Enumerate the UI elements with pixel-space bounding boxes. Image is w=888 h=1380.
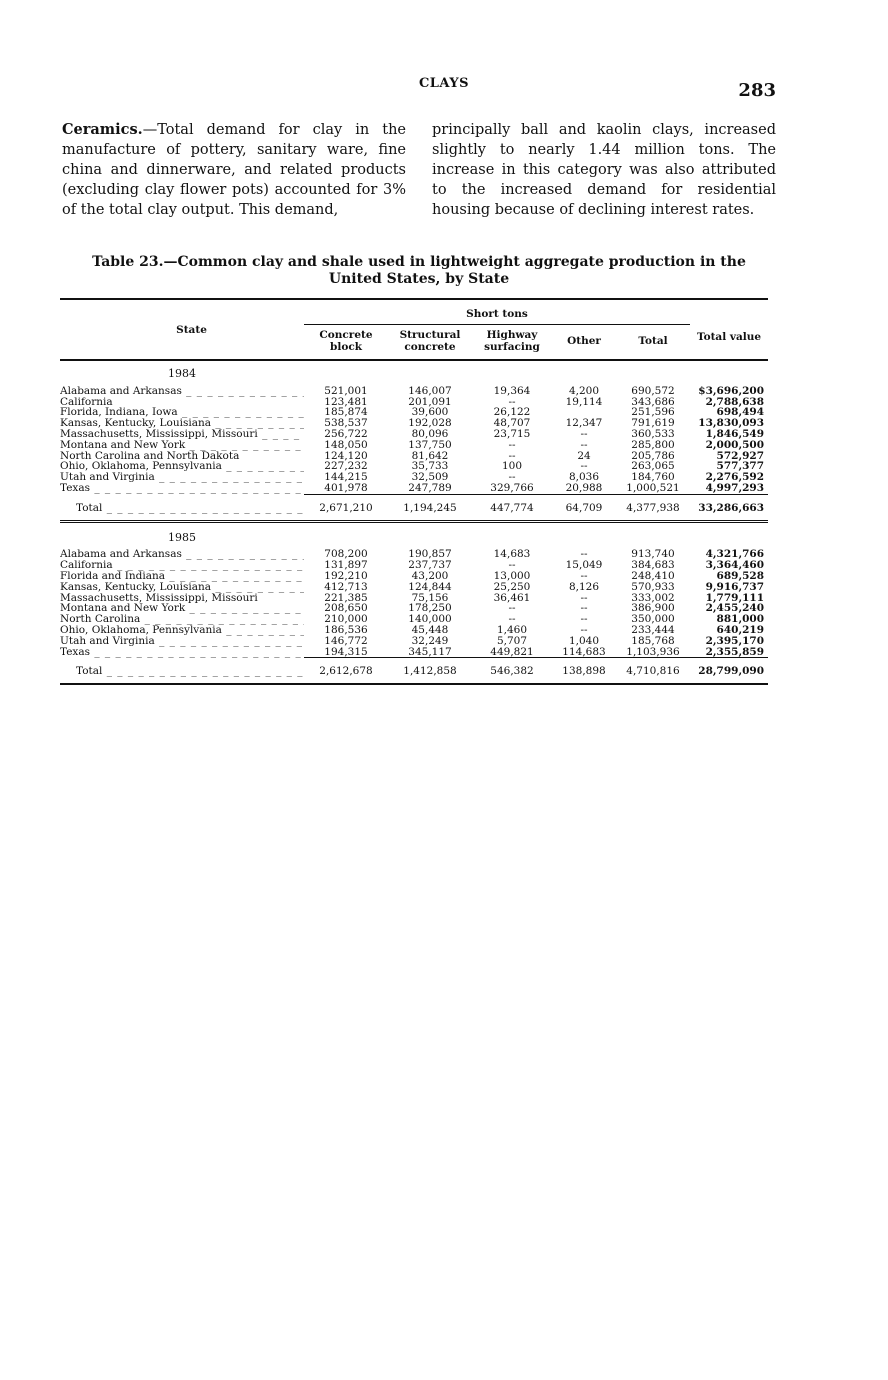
state-name: Massachusetts, Mississippi, Missouri _ _ _ <box>60 429 304 440</box>
cell-highway-surfacing: 100 <box>501 460 523 473</box>
cell-other: 8,036 <box>568 471 600 484</box>
cell-total-value: 2,788,638 <box>705 395 765 408</box>
total-label: Total _ _ _ <box>76 665 304 677</box>
table-row <box>60 386 768 397</box>
cell-other: -- <box>580 438 588 451</box>
cell-total-value: 689,528 <box>716 569 765 582</box>
state-cell <box>60 418 304 429</box>
state-name: Florida and Indiana _ _ _ <box>60 571 304 582</box>
section-rule <box>60 684 768 687</box>
cell-structural-concrete: 32,509 <box>411 471 449 484</box>
total-row <box>60 494 768 521</box>
state-name: Montana and New York _ _ _ <box>60 603 304 614</box>
section-lead: Ceramics. <box>62 121 143 138</box>
cell-other: 8,126 <box>568 580 600 593</box>
cell-highway-surfacing: -- <box>508 559 516 572</box>
cell-concrete-block: 144,215 <box>324 471 368 484</box>
cell-total-value: 2,355,859 <box>705 645 765 658</box>
cell-highway-surfacing: -- <box>508 449 516 462</box>
cell-total: 384,683 <box>631 559 675 572</box>
caption-line-1: Table 23.—Common clay and shale used in lightweight aggregate production in the <box>92 254 746 270</box>
cell-structural-concrete: 178,250 <box>408 602 452 615</box>
empty-cell <box>552 525 616 550</box>
state-cell <box>60 636 304 647</box>
empty-cell <box>616 525 690 550</box>
cell-total: 350,000 <box>631 613 675 626</box>
cell-total-value: 9,916,737 <box>705 580 765 593</box>
rule-cell <box>60 684 304 687</box>
cell-structural-concrete: 32,249 <box>411 634 449 647</box>
page-number: 283 <box>738 80 776 101</box>
table-row <box>60 483 768 494</box>
data-table <box>60 298 768 687</box>
state-name: Texas _ _ _ <box>60 483 304 494</box>
cell-structural-concrete: 247,789 <box>408 481 452 494</box>
state-cell <box>60 647 304 658</box>
cell-total-value: 640,219 <box>716 623 765 636</box>
cell-concrete-block: 221,385 <box>324 591 368 604</box>
cell-concrete-block: 208,650 <box>324 602 368 615</box>
state-name: Alabama and Arkansas _ _ _ <box>60 386 304 397</box>
cell-structural-concrete: 35,733 <box>411 460 449 473</box>
state-cell <box>60 472 304 483</box>
total-other: 64,709 <box>552 494 616 521</box>
table-caption <box>62 254 776 288</box>
cell-total-value: 577,377 <box>716 460 765 473</box>
col-header-highway-surfacing: Highway surfacing <box>472 325 552 361</box>
cell-total: 1,000,521 <box>626 481 680 494</box>
rule-cell <box>304 684 388 687</box>
paragraph-part-1: —Total demand for clay in the manufacture of pottery, sanitary ware, fine china and dinnerware, and related products (excluding clay flower pots) accounted for 3% of the total clay output. This demand, <box>62 122 406 218</box>
cell-total-value: 881,000 <box>716 613 765 626</box>
state-cell <box>60 571 304 582</box>
cell-highway-surfacing: -- <box>508 471 516 484</box>
cell-total: 263,065 <box>631 460 675 473</box>
total-label: Total _ _ _ <box>76 502 304 514</box>
cell-concrete-block: 192,210 <box>324 569 368 582</box>
state-name: Kansas, Kentucky, Louisiana _ _ _ <box>60 418 304 429</box>
cell-total-value: 4,997,293 <box>705 481 765 494</box>
state-name: Texas _ _ _ <box>60 647 304 658</box>
cell-other: 12,347 <box>565 417 603 430</box>
cell-other: -- <box>580 569 588 582</box>
total-label-cell <box>60 658 304 684</box>
cell-total: 248,410 <box>631 569 675 582</box>
cell-concrete-block: 148,050 <box>324 438 368 451</box>
state-name: Florida, Indiana, Iowa _ _ _ <box>60 407 304 418</box>
year-label: 1985 <box>168 530 196 544</box>
cell-total: 184,760 <box>631 471 675 484</box>
total-row <box>60 658 768 684</box>
table-row <box>60 647 768 658</box>
cell-structural-concrete: 137,750 <box>408 438 452 451</box>
state-cell <box>60 593 304 604</box>
state-cell <box>60 603 304 614</box>
col-header-concrete-block: Concrete block <box>304 325 388 361</box>
table-row <box>60 582 768 593</box>
rule-cell <box>388 684 472 687</box>
cell-structural-concrete: 345,117 <box>408 645 452 658</box>
state-name: California _ _ _ <box>60 397 304 408</box>
cell-structural-concrete: 140,000 <box>408 613 452 626</box>
cell-total-value: 2,395,170 <box>705 634 765 647</box>
col-header-state: State <box>60 299 304 360</box>
cell-total: 386,900 <box>631 602 675 615</box>
cell-structural-concrete: 75,156 <box>411 591 449 604</box>
state-name: Kansas, Kentucky, Louisiana _ _ _ <box>60 582 304 593</box>
cell-structural-concrete: 190,857 <box>408 548 452 561</box>
state-name: Alabama and Arkansas _ _ _ <box>60 549 304 560</box>
year-row <box>60 525 768 550</box>
cell-total-value: 1,846,549 <box>705 427 765 440</box>
cell-concrete-block: 186,536 <box>324 623 368 636</box>
cell-highway-surfacing: 329,766 <box>490 481 534 494</box>
state-name: Utah and Virginia _ _ _ <box>60 472 304 483</box>
cell-structural-concrete: 201,091 <box>408 395 452 408</box>
cell-other: -- <box>580 460 588 473</box>
cell-structural-concrete: 43,200 <box>411 569 449 582</box>
cell-highway-surfacing: -- <box>508 613 516 626</box>
cell-other: 19,114 <box>565 395 603 408</box>
rule-cell <box>690 684 768 687</box>
cell-other: -- <box>580 623 588 636</box>
body-text <box>62 120 776 220</box>
state-cell <box>60 451 304 462</box>
empty-cell <box>472 525 552 550</box>
state-cell <box>60 386 304 397</box>
state-cell <box>60 429 304 440</box>
cell-other: -- <box>580 602 588 615</box>
cell-highway-surfacing: 13,000 <box>493 569 531 582</box>
cell-total-value: 572,927 <box>716 449 765 462</box>
state-cell <box>60 625 304 636</box>
total-other: 138,898 <box>552 658 616 684</box>
state-cell <box>60 614 304 625</box>
total-total: 4,710,816 <box>616 658 690 684</box>
cell-total: 251,596 <box>631 406 675 419</box>
state-cell <box>60 549 304 560</box>
cell-structural-concrete: 81,642 <box>411 449 449 462</box>
state-cell <box>60 483 304 494</box>
cell-concrete-block: 227,232 <box>324 460 368 473</box>
cell-concrete-block: 131,897 <box>324 559 368 572</box>
cell-other: 15,049 <box>565 559 603 572</box>
table-row <box>60 636 768 647</box>
cell-total: 285,800 <box>631 438 675 451</box>
total-concrete-block: 2,612,678 <box>304 658 388 684</box>
total-structural-concrete: 1,412,858 <box>388 658 472 684</box>
cell-total-value: 3,364,460 <box>705 559 765 572</box>
empty-cell <box>690 360 768 386</box>
total-highway-surfacing: 447,774 <box>472 494 552 521</box>
cell-total: 791,619 <box>631 417 675 430</box>
cell-total: 185,768 <box>631 634 675 647</box>
running-head: CLAYS <box>418 76 470 91</box>
cell-total-value: 698,494 <box>716 406 765 419</box>
state-cell <box>60 560 304 571</box>
empty-cell <box>690 525 768 550</box>
cell-structural-concrete: 39,600 <box>411 406 449 419</box>
state-name: Ohio, Oklahoma, Pennsylvania _ _ _ <box>60 625 304 636</box>
state-cell <box>60 407 304 418</box>
state-name: Montana and New York _ _ _ <box>60 440 304 451</box>
cell-concrete-block: 412,713 <box>324 580 368 593</box>
cell-total-value: $3,696,200 <box>698 384 765 397</box>
cell-total: 233,444 <box>631 623 675 636</box>
cell-highway-surfacing: -- <box>508 438 516 451</box>
table-body <box>60 360 768 687</box>
cell-highway-surfacing: 1,460 <box>496 623 528 636</box>
cell-total: 343,686 <box>631 395 675 408</box>
cell-concrete-block: 521,001 <box>324 384 368 397</box>
cell-structural-concrete: 80,096 <box>411 427 449 440</box>
cell-highway-surfacing: 25,250 <box>493 580 531 593</box>
text-column-left <box>62 120 406 220</box>
cell-highway-surfacing: 26,122 <box>493 406 531 419</box>
table-row <box>60 440 768 451</box>
empty-cell <box>388 360 472 386</box>
cell-structural-concrete: 192,028 <box>408 417 452 430</box>
cell-concrete-block: 538,537 <box>324 417 368 430</box>
cell-structural-concrete: 45,448 <box>411 623 449 636</box>
cell-total-value: 13,830,093 <box>698 417 765 430</box>
rule-cell <box>552 684 616 687</box>
text-column-right: principally ball and kaolin clays, increased slightly to nearly 1.44 million tons. The increase in this category was also attributed to the increased demand for residential housing because of declining interest rates. <box>432 122 776 218</box>
cell-other: -- <box>580 613 588 626</box>
cell-other: -- <box>580 548 588 561</box>
cell-concrete-block: 708,200 <box>324 548 368 561</box>
cell-structural-concrete: 124,844 <box>408 580 452 593</box>
col-header-other: Other <box>552 325 616 361</box>
cell-other: 4,200 <box>568 384 600 397</box>
cell-concrete-block: 146,772 <box>324 634 368 647</box>
state-name: Ohio, Oklahoma, Pennsylvania _ _ _ <box>60 461 304 472</box>
caption-line-2: United States, by State <box>328 271 510 287</box>
cell-total-value: 2,000,500 <box>705 438 765 451</box>
empty-cell <box>472 360 552 386</box>
total-total: 4,377,938 <box>616 494 690 521</box>
cell-total: 690,572 <box>631 384 675 397</box>
state-name: Massachusetts, Mississippi, Missouri _ _ _ <box>60 593 304 604</box>
cell-concrete-block: 256,722 <box>324 427 368 440</box>
cell-structural-concrete: 146,007 <box>408 384 452 397</box>
col-header-structural-concrete: Structural concrete <box>388 325 472 361</box>
cell-other: -- <box>580 427 588 440</box>
col-header-total-value: Total value <box>690 299 768 360</box>
cell-concrete-block: 401,978 <box>324 481 368 494</box>
cell-other: 24 <box>577 449 591 462</box>
cell-concrete-block: 123,481 <box>324 395 368 408</box>
page-header <box>0 76 888 101</box>
total-highway-surfacing: 546,382 <box>472 658 552 684</box>
state-name: California _ _ _ <box>60 560 304 571</box>
cell-highway-surfacing: 36,461 <box>493 591 531 604</box>
cell-other: 20,988 <box>565 481 603 494</box>
cell-highway-surfacing: -- <box>508 395 516 408</box>
total-label-cell <box>60 494 304 521</box>
empty-cell <box>304 360 388 386</box>
year-row <box>60 360 768 386</box>
cell-total-value: 2,455,240 <box>705 602 765 615</box>
total-structural-concrete: 1,194,245 <box>388 494 472 521</box>
rule-cell <box>616 684 690 687</box>
cell-total: 205,786 <box>631 449 675 462</box>
total-total-value: 28,799,090 <box>690 658 768 684</box>
col-header-total: Total <box>616 325 690 361</box>
cell-total-value: 2,276,592 <box>705 471 765 484</box>
empty-cell <box>616 360 690 386</box>
cell-concrete-block: 185,874 <box>324 406 368 419</box>
cell-other: -- <box>580 591 588 604</box>
cell-total: 913,740 <box>631 548 675 561</box>
state-cell <box>60 440 304 451</box>
cell-total-value: 1,779,111 <box>705 591 765 604</box>
year-label: 1984 <box>168 367 196 380</box>
cell-highway-surfacing: 14,683 <box>493 548 531 561</box>
state-cell <box>60 397 304 408</box>
state-name: North Carolina and North Dakota _ _ _ <box>60 451 304 462</box>
cell-highway-surfacing: 449,821 <box>490 645 534 658</box>
cell-other: 1,040 <box>568 634 600 647</box>
empty-cell <box>304 525 388 550</box>
cell-total: 333,002 <box>631 591 675 604</box>
cell-total: 360,533 <box>631 427 675 440</box>
rule-cell <box>472 684 552 687</box>
cell-highway-surfacing: 48,707 <box>493 417 531 430</box>
state-cell <box>60 582 304 593</box>
empty-cell <box>388 525 472 550</box>
cell-total: 570,933 <box>631 580 675 593</box>
cell-total-value: 4,321,766 <box>705 548 765 561</box>
cell-highway-surfacing: 5,707 <box>496 634 528 647</box>
cell-highway-surfacing: 19,364 <box>493 384 531 397</box>
cell-concrete-block: 194,315 <box>324 645 368 658</box>
cell-highway-surfacing: 23,715 <box>493 427 531 440</box>
cell-concrete-block: 124,120 <box>324 449 368 462</box>
total-concrete-block: 2,671,210 <box>304 494 388 521</box>
cell-concrete-block: 210,000 <box>324 613 368 626</box>
total-total-value: 33,286,663 <box>690 494 768 521</box>
cell-structural-concrete: 237,737 <box>408 559 452 572</box>
state-cell <box>60 461 304 472</box>
cell-highway-surfacing: -- <box>508 602 516 615</box>
state-name: North Carolina _ _ _ <box>60 614 304 625</box>
cell-other: 114,683 <box>562 645 606 658</box>
state-name: Utah and Virginia _ _ _ <box>60 636 304 647</box>
col-header-short-tons: Short tons <box>304 299 690 325</box>
cell-total: 1,103,936 <box>626 645 680 658</box>
empty-cell <box>552 360 616 386</box>
